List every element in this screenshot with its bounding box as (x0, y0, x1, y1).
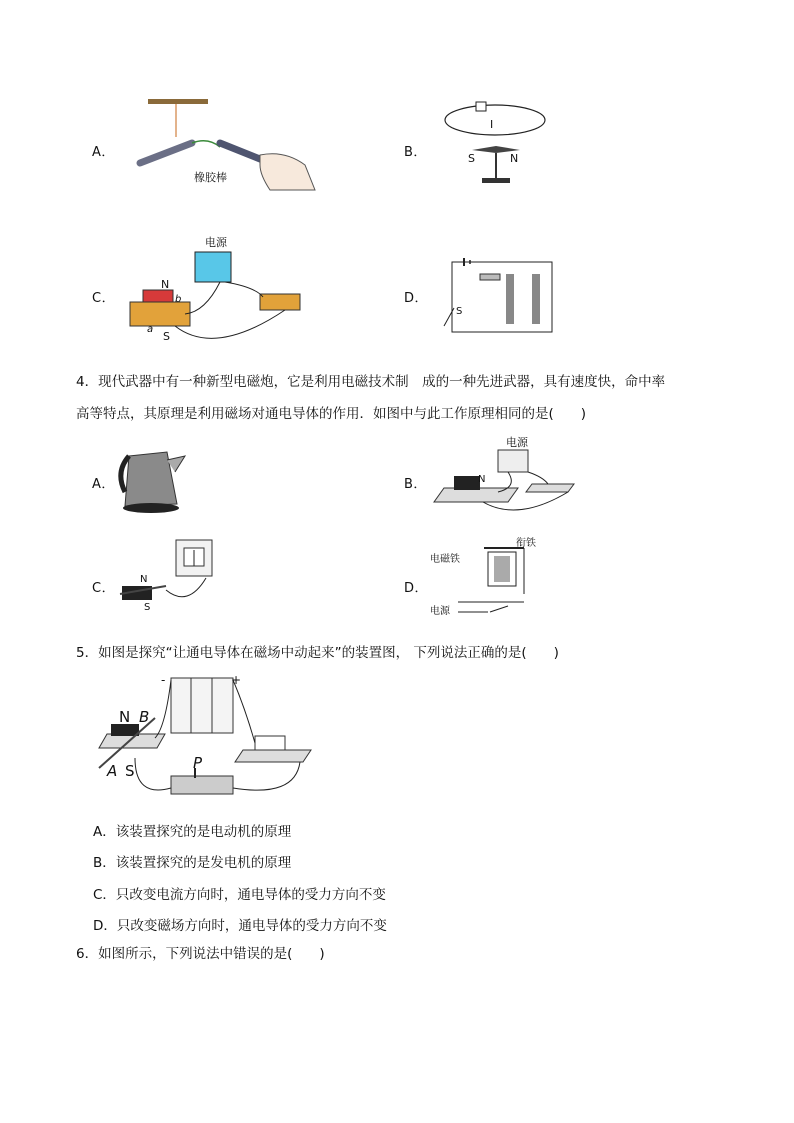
q4-figure-d-armature-label: 衔铁 (516, 538, 536, 549)
q4-figure-c-pole-s: S (144, 602, 151, 613)
q3-figure-c-power-label: 电源 (205, 236, 227, 249)
q4-figure-b-motor-setup (428, 432, 583, 517)
q5-figure-label-b: B (139, 708, 150, 726)
q6-stem: 6．如图所示，下列说法中错误的是( ) (76, 946, 325, 962)
q3-figure-c-pole-s: S (163, 330, 170, 343)
q3-option-c-label[interactable]: C． (92, 291, 116, 306)
q4-option-b-label[interactable]: B． (404, 477, 427, 492)
q3-figure-d-switch-label: S (456, 306, 463, 317)
q3-option-b-label[interactable]: B． (404, 145, 427, 160)
q4-option-d-label[interactable]: D． (404, 581, 429, 596)
q5-figure-label-p: P (193, 754, 203, 772)
q3-option-d-label[interactable]: D． (404, 291, 429, 306)
q3-figure-a-rubber-rod (120, 95, 325, 195)
q5-figure-label-a: A (107, 762, 118, 780)
q5-stem: 5．如图是探究“让通电导体在磁场中动起来”的装置图， 下列说法正确的是( ) (76, 645, 559, 661)
q5-figure-minus: - (161, 673, 166, 687)
q4-figure-a-electric-kettle (115, 442, 195, 517)
q4-option-a-label[interactable]: A． (92, 477, 115, 492)
q5-choice-b[interactable]: B．该装置探究的是发电机的原理 (93, 855, 292, 871)
q3-figure-b-pole-s: S (468, 152, 475, 165)
q3-figure-c-label-b: b (175, 294, 182, 305)
q4-figure-d-electromagnetic-relay (428, 532, 558, 622)
q3-figure-d-electromagnet-circuit (440, 256, 560, 336)
q3-figure-b-oersted (440, 98, 550, 193)
q3-figure-b-pole-n: N (510, 152, 519, 165)
q3-figure-c-motor-setup (125, 232, 310, 350)
q4-figure-d-electromagnet-label: 电磁铁 (430, 554, 460, 565)
q4-figure-c-pole-n: N (140, 574, 148, 585)
q5-figure-pole-n: N (119, 708, 131, 726)
q4-stem-line1: 4．现代武器中有一种新型电磁炮，它是利用电磁技术制 成的一种先进武器，具有速度快，命中率 (76, 374, 666, 390)
q5-choice-a[interactable]: A．该装置探究的是电动机的原理 (93, 824, 292, 840)
q5-choice-d[interactable]: D．只改变磁场方向时，通电导体的受力方向不变 (93, 918, 387, 934)
q3-figure-a-caption: 橡胶棒 (194, 171, 227, 184)
q4-figure-c-generator-galvanometer (118, 538, 218, 618)
q5-figure-plus: + (231, 673, 242, 687)
q4-option-c-label[interactable]: C． (92, 581, 116, 596)
q3-figure-c-label-a: a (147, 324, 154, 335)
q3-option-a-label[interactable]: A． (92, 145, 115, 160)
q4-figure-d-power-label: 电源 (430, 606, 450, 617)
q4-figure-b-power-label: 电源 (506, 436, 528, 449)
q3-figure-c-pole-n: N (161, 278, 170, 291)
q3-figure-b-current-label: I (490, 118, 494, 131)
q4-stem-line2: 高等特点，其原理是利用磁场对通电导体的作用．如图中与此工作原理相同的是( ) (76, 406, 587, 422)
q5-figure-apparatus (95, 668, 317, 810)
q5-choice-c[interactable]: C．只改变电流方向时，通电导体的受力方向不变 (93, 887, 386, 903)
q5-figure-pole-s: S (125, 762, 135, 780)
q4-figure-b-pole-n: N (478, 474, 486, 485)
